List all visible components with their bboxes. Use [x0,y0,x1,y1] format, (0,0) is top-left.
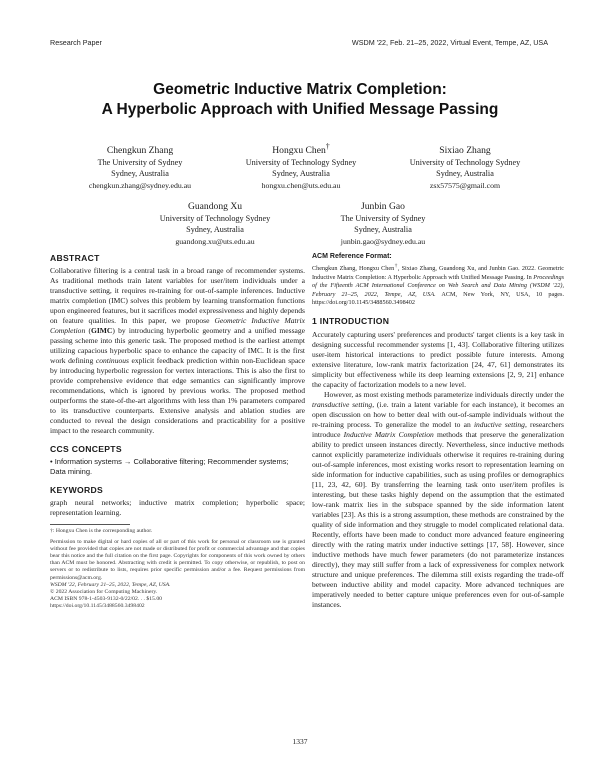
running-header-right: WSDM '22, Feb. 21–25, 2022, Virtual Event, Tempe, AZ, USA [351,38,548,47]
author-affiliation: University of Technology Sydney [245,158,357,168]
abstract-heading: ABSTRACT [50,253,100,263]
copyright-line: © 2022 Association for Computing Machinery. [50,588,158,595]
author-affiliation: The University of Sydney [97,158,183,168]
title-line-1: Geometric Inductive Matrix Completion: [153,81,447,98]
abstract-text: Collaborative filtering is a central task in a broad range of recommender systems. As traditional methods train latent variables for user/item individuals under a transductive setting, it requires re-training for out-of-sample inferences. Inductive matrix completion (IMC) solves this problem by learning transformation functions upon engineered features, but it sacrifices model expressiveness and highly depends on feature qualities. In this paper, we propose Geometric Inductive Matrix Completion (GIMC) by introducing hyperbolic geometry and a unified message passing scheme into this generic task. The proposed method is the earliest attempt utilizing capacious hyperbolic space to enhance the capacity of IMC. It is the first work defining continuous explicit feedback prediction within non-Euclidean space by introducing hyperbolic regression for vertex interactions. This is also the first to provide comprehensive evidence that edge semantics can significantly improve recommendations, which is ignored by previous works. The proposed method outperforms the state-of-the-art algorithms with less than 1% parameters compared to its transductive counterparts. Extensive analysis and ablation studies are conducted to reveal the design considerations and practicability for a positive impact to the research community. [50,266,305,435]
author-block [308,197,458,247]
author-email: junbin.gao@sydney.edu.au [340,236,426,246]
acm-reference-heading: ACM Reference Format: [312,253,392,260]
author-email: guandong.xu@uts.edu.au [175,236,255,246]
author-name: Chengkun Zhang [106,145,174,157]
keywords-heading: KEYWORDS [50,485,104,495]
author-block [140,197,290,247]
author-email: hongxu.chen@uts.edu.au [261,180,341,190]
author-location: Sydney, Australia [436,169,494,179]
intro-paragraph-2: However, as most existing methods parameterize individuals directly under the transductive setting, (i.e. train a latent variable for each instance), it becomes an open discussion on how to better deal with out-of-sample individuals without the re-training process. To generalize the model to an inductive setting, researchers introduce Inductive Matrix Completion methods that preserve the generalization ability to predict unseen instances directly. Nevertheless, since inductive methods cannot explicitly parameterize individuals otherwise it requires re-training during out-of-sample inferences, most existing works resort to representation learning on side information for inductive capabilities, such as using profiles or demographics [11, 23, 42, 60]. By transferring the learning task onto user/item profiles is interesting, but these tasks highly depend on the assumption that the estimated low-rank matrix lies in the subspace spanned by the side information latent variables [23]. As this is a strong assumption, these methods are constrained by the quality of side information and they struggle to model complicated relational data. Recently, efforts have been made to conduct more advanced feature engineering directly with the rating matrix under inductive settings [17, 58]. However, since inductive methods have much fewer parameters (do not parameterize instances directly), they may still suffer from a lack of expressiveness for complex network structure and unique preferences. The dilemma still exists regarding the trade-off between inductive ability and model capacity. More advanced techniques are imperatively needed to better capture unique preferences even for out-of-sample instances. [312,390,564,610]
corresponding-author-note: †: Hongxu Chen is the corresponding author. [50,528,153,534]
isbn-line: ACM ISBN 978-1-4503-9132-0/22/02. . . $15.00 [50,595,163,602]
author-block [226,141,376,191]
author-location: Sydney, Australia [111,169,169,179]
ccs-heading: CCS CONCEPTS [50,444,122,454]
doi-line: https://doi.org/10.1145/3488560.3498402 [50,602,145,609]
introduction-heading: 1 INTRODUCTION [312,316,390,327]
author-affiliation: University of Technology Sydney [159,214,271,224]
paper-title [0,80,600,120]
author-affiliation: The University of Sydney [340,214,426,224]
author-block [70,141,210,191]
footnote-rule [50,524,130,525]
author-name: Hongxu Chen [272,145,326,157]
author-location: Sydney, Australia [186,225,244,235]
intro-paragraph-1: Accurately capturing users' preferences and products' target clients is a key task in designing successful recommender systems [1, 43]. Collaborative filtering utilizes user-item historical interactions to predict possible future interests. Among extensive literature, low-rank matrix factorization [24, 47, 61] demonstrates its simplicity but effectiveness while its deep learning extensions [2, 9, 21] enhance the capacity of factorization models to a new level. [312,330,564,390]
running-header-left: Research Paper [50,38,102,47]
author-location: Sydney, Australia [354,225,412,235]
acm-reference-text: Chengkun Zhang, Hongxu Chen†, Sixiao Zhang, Guandong Xu, and Junbin Gao. 2022. Geometric Inductive Matrix Completion: A Hyperbolic Approach with Unified Message Passing. In Proceedings of the Fifteenth ACM International Conference on Web Search and Data Mining (WSDM '22), February 21–25, 2022, Tempe, AZ, USA. ACM, New York, NY, USA, 10 pages. https://doi.org/10.1145/3488560.3498402 [312,263,564,307]
author-mark: † [325,142,330,151]
permission-notice: Permission to make digital or hard copies of all or part of this work for personal or classroom use is granted without fee provided that copies are not made or distributed for profit or commercial advantage and that copies bear this notice and the full citation on the first page. Copyrights for components of this work owned by others than ACM must be honored. Abstracting with credit is permitted. To copy otherwise, or republish, to post on servers or to redistribute to lists, requires prior specific permission and/or a fee. Request permissions from permissions@acm.org. [50,539,305,581]
author-name: Junbin Gao [361,201,405,213]
right-column [312,253,564,610]
title-line-2: A Hyperbolic Approach with Unified Message Passing [101,101,499,118]
keywords-text: graph neural networks; inductive matrix completion; hyperbolic space; representation learning. [50,498,305,517]
author-affiliation: University of Technology Sydney [409,158,521,168]
ccs-text: • Information systems → Collaborative filtering; Recommender systems; Data mining. [50,457,289,476]
author-name: Sixiao Zhang [439,145,491,157]
author-email: chengkun.zhang@sydney.edu.au [88,180,192,190]
venue-line: WSDM '22, February 21–25, 2022, Tempe, AZ, USA. [50,581,171,588]
author-block [390,141,540,191]
left-column [50,253,305,610]
page-number: 1337 [292,737,308,746]
author-location: Sydney, Australia [272,169,330,179]
author-email: zsx57575@gmail.com [429,180,501,190]
author-name: Guandong Xu [187,201,243,213]
